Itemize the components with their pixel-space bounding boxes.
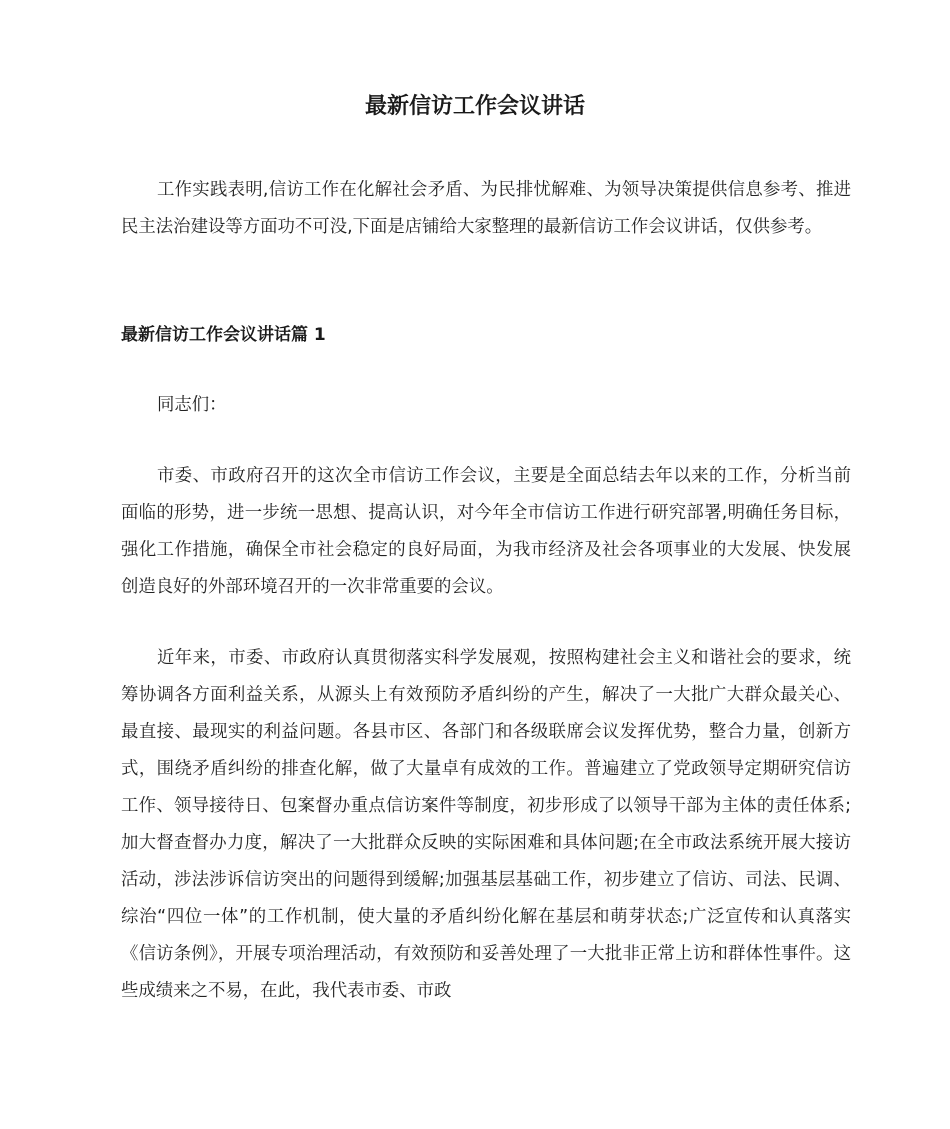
body-paragraph-2: 近年来，市委、市政府认真贯彻落实科学发展观，按照构建社会主义和谐社会的要求，统筹协调各方面利益关系，从源头上有效预防矛盾纠纷的产生，解决了一大批广大群众最关心、最直接、最现实的利益问题。各县市区、各部门和各级联席会议发挥优势，整合力量，创新方式，围绕矛盾纠纷的排查化解，做了大量卓有成效的工作。普遍建立了党政领导定期研究信访工作、领导接待日、包案督办重点信访案件等制度，初步形成了以领导干部为主体的责任体系;加大督查督办力度，解决了一大批群众反映的实际困难和具体问题;在全市政法系统开展大接访活动，涉法涉诉信访突出的问题得到缓解;加强基层基础工作，初步建立了信访、司法、民调、综治“四位一体”的工作机制，使大量的矛盾纠纷化解在基层和萌芽状态;广泛宣传和认真落实《信访条例》，开展专项治理活动，有效预防和妥善处理了一大批非正常上访和群体性事件。这些成绩来之不易，在此，我代表市委、市政 [121,648,851,1001]
intro-paragraph: 工作实践表明,信访工作在化解社会矛盾、为民排忧解难、为领导决策提供信息参考、推进民主法治建设等方面功不可没,下面是店铺给大家整理的最新信访工作会议讲话，仅供参考。 [121,180,851,237]
section-heading: 最新信访工作会议讲话篇 1 [121,325,326,345]
document-title: 最新信访工作会议讲话 [364,94,585,119]
body-paragraph-1: 市委、市政府召开的这次全市信访工作会议，主要是全面总结去年以来的工作，分析当前面临的形势，进一步统一思想、提高认识，对今年全市信访工作进行研究部署,明确任务目标，强化工作措施，确保全市社会稳定的良好局面，为我市经济及社会各项事业的大发展、快发展创造良好的外部环境召开的一次非常重要的会议。 [121,466,851,597]
greeting: 同志们： [157,395,227,415]
